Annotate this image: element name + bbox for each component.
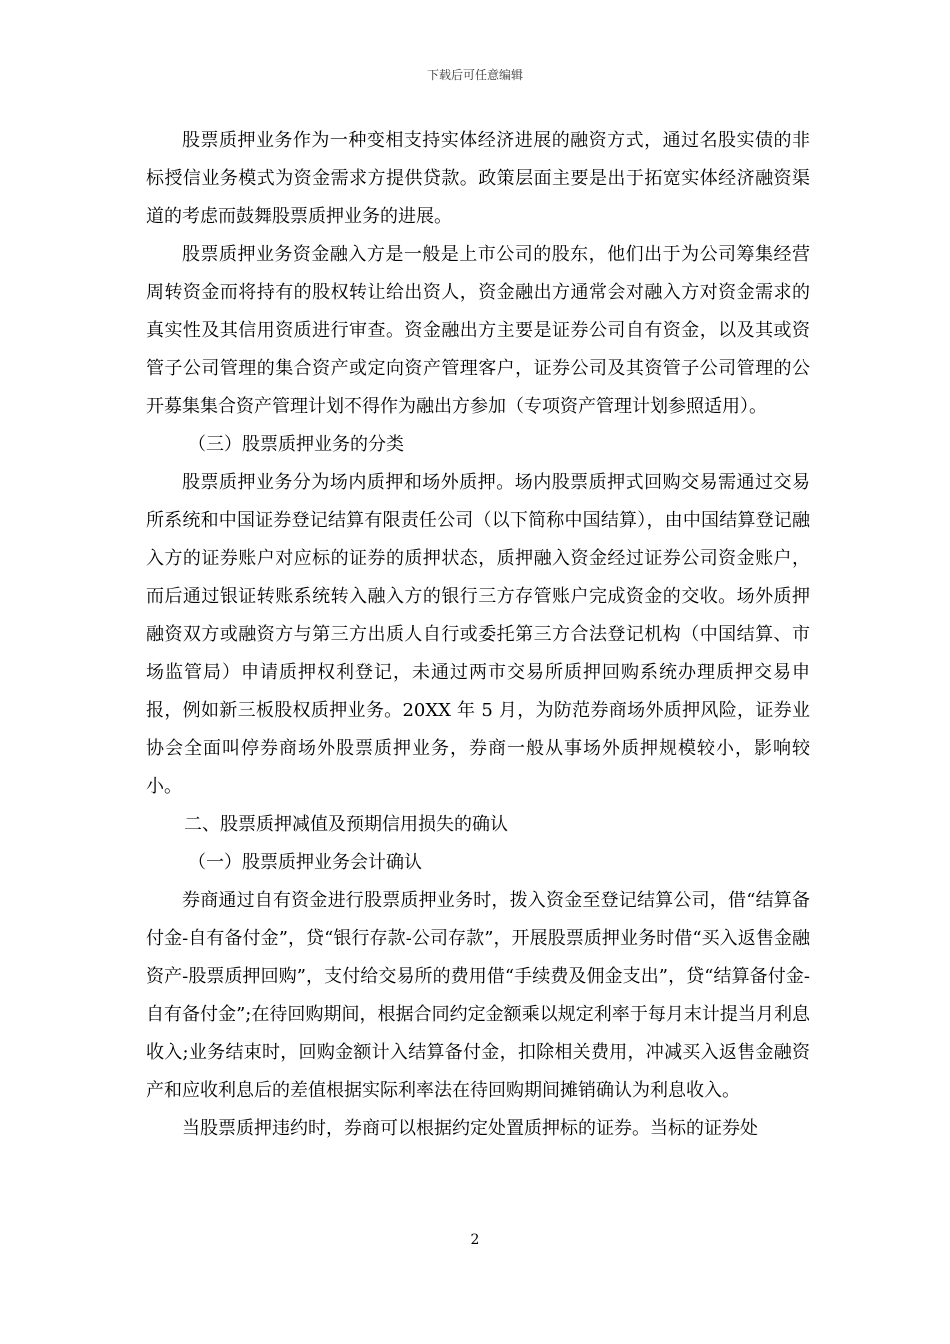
paragraph-3: 股票质押业务分为场内质押和场外质押。场内股票质押式回购交易需通过交易所系统和中国证券登记结算有限责任公司（以下简称中国结算），由中国结算登记融入方的证券账户对应标的证券的质押状态，质押融入资金经过证券公司资金账户，而后通过银证转账系统转入融入方的银行三方存管账户完成资金的交收。场外质押融资双方或融资方与第三方出质人自行或委托第三方合法登记机构（中国结算、市场监管局）申请质押权利登记，未通过两市交易所质押回购系统办理质押交易申报，例如新三板股权质押业务。20XX 年 5 月，为防范券商场外质押风险，证券业协会全面叫停券商场外股票质押业务，券商一般从事场外质押规模较小，影响较小。 [146, 472, 810, 797]
paragraph-2: 股票质押业务资金融入方是一般是上市公司的股东，他们出于为公司筹集经营周转资金而将持有的股权转让给出资人，资金融出方通常会对融入方对资金需求的真实性及其信用资质进行审查。资金融出方主要是证券公司自有资金，以及其或资管子公司管理的集合资产或定向资产管理客户，证券公司及其资管子公司管理的公开募集集合资产管理计划不得作为融出方参加（专项资产管理计划参照适用）。 [146, 244, 810, 417]
page-header: 下载后可任意编辑 [426, 68, 523, 82]
section-heading-impairment: 二、股票质押减值及预期信用损失的确认 [184, 814, 508, 835]
section-heading-accounting: （一）股票质押业务会计确认 [188, 852, 422, 873]
paragraph-1: 股票质押业务作为一种变相支持实体经济进展的融资方式，通过名股实债的非标授信业务模式为资金需求方提供贷款。政策层面主要是出于拓宽实体经济融资渠道的考虑而鼓舞股票质押业务的进展。 [146, 130, 810, 227]
document-body [146, 122, 810, 1148]
paragraph-4: 券商通过自有资金进行股票质押业务时，拨入资金至登记结算公司，借“结算备付金-自有备付金”，贷“银行存款-公司存款”，开展股票质押业务时借“买入返售金融资产-股票质押回购”，支付给交易所的费用借“手续费及佣金支出”，贷“结算备付金-自有备付金”;在待回购期间，根据合同约定金额乘以规定利率于每月末计提当月利息收入;业务结束时，回购金额计入结算备付金，扣除相关费用，冲减买入返售金融资产和应收利息后的差值根据实际利率法在待回购期间摊销确认为利息收入。 [146, 890, 810, 1101]
paragraph-5: 当股票质押违约时，券商可以根据约定处置质押标的证券。当标的证券处 [182, 1118, 758, 1139]
section-heading-classification: （三）股票质押业务的分类 [188, 434, 404, 455]
page-number: 2 [470, 1232, 480, 1248]
